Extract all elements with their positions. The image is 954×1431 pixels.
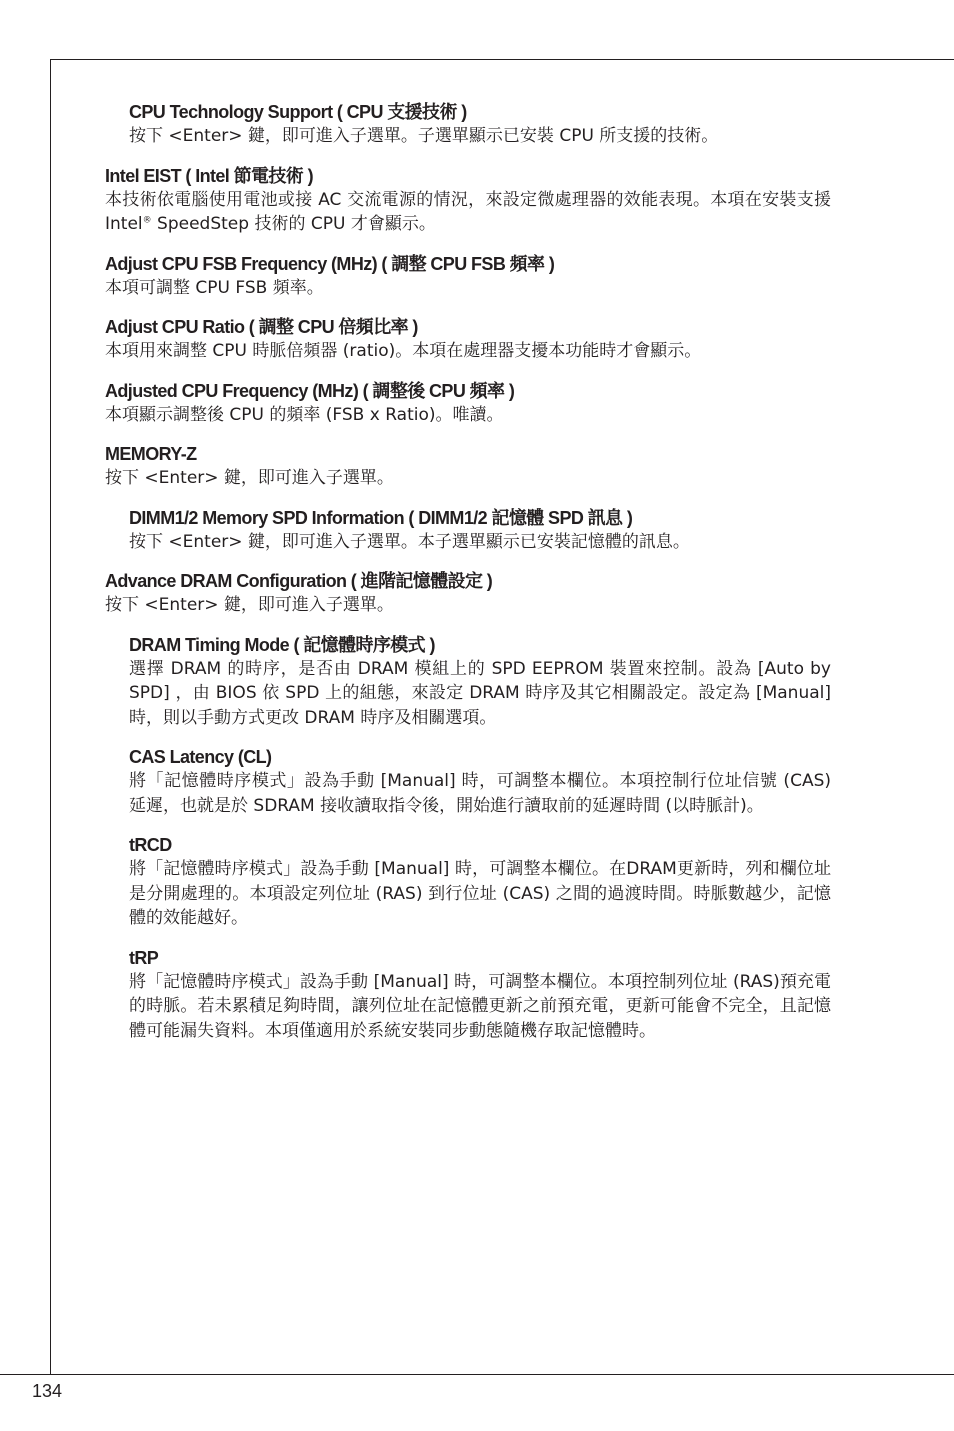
section-adjust-cpu-fsb-frequency [105, 252, 831, 301]
body-text: SpeedStep 技術的 CPU 才會顯示。 [151, 214, 436, 234]
registered-mark: ® [142, 215, 152, 226]
section-body: 將「記憶體時序模式」設為手動 [Manual] 時，可調整本欄位。本項控制列位址 (RAS)預充電的時脈。若未累積足夠時間，讓列位址在記憶體更新之前預充電，更新可能會不完全，且記憶體可能漏失資料。本項僅適用於系統安裝同步動態隨機存取記憶體時。 [129, 971, 831, 1041]
frame-top-rule [50, 59, 954, 60]
section-dram-timing-mode [105, 633, 831, 731]
section-body: 本項可調整 CPU FSB 頻率。 [105, 277, 324, 298]
section-heading: tRCD [129, 835, 172, 855]
section-advance-dram-configuration [105, 569, 831, 618]
section-heading: Adjust CPU FSB Frequency (MHz) ( 調整 CPU FSB 頻率 ) [105, 253, 555, 274]
section-heading: MEMORY-Z [105, 444, 197, 464]
section-trp [105, 946, 831, 1044]
manual-content [105, 100, 831, 1043]
section-heading: CAS Latency (CL) [129, 747, 272, 767]
section-body: 按下 <Enter> 鍵，即可進入子選單。本子選單顯示已安裝記憶體的訊息。 [129, 531, 690, 552]
section-body: 選擇 DRAM 的時序，是否由 DRAM 模組上的 SPD EEPROM 裝置來控制。設為 [Auto by SPD] ，由 BIOS 依 SPD 上的組態，來設定 DRAM 時序及其它相關設定。設定為 [Manual] 時，則以手動方式更改 DRAM 時序及相關選項。 [129, 658, 831, 728]
section-adjust-cpu-ratio [105, 315, 831, 364]
section-body [105, 188, 831, 237]
page-number: 134 [32, 1381, 63, 1401]
section-cpu-technology-support [105, 100, 831, 149]
section-body: 將「記憶體時序模式」設為手動 [Manual] 時，可調整本欄位。本項控制行位址信號 (CAS) 延遲，也就是於 SDRAM 接收讀取指令後，開始進行讀取前的延遲時間 (以時脈計)。 [129, 771, 831, 816]
section-heading: DIMM1/2 Memory SPD Information ( DIMM1/2 記憶體 SPD 訊息 ) [129, 507, 633, 528]
section-body: 按下 <Enter> 鍵，即可進入子選單。子選單顯示已安裝 CPU 所支援的技術。 [129, 126, 719, 146]
frame-left-rule [50, 59, 51, 1375]
section-memory-z [105, 442, 831, 491]
section-cas-latency [105, 745, 831, 818]
frame-bottom-rule [0, 1374, 954, 1375]
section-body: 本項顯示調整後 CPU 的頻率 (FSB x Ratio)。唯讀。 [105, 404, 504, 425]
section-heading: Adjusted CPU Frequency (MHz) ( 調整後 CPU 頻率 ) [105, 380, 515, 401]
section-heading: Intel EIST ( Intel 節電技術 ) [105, 165, 314, 186]
section-heading: Adjust CPU Ratio ( 調整 CPU 倍頻比率 ) [105, 317, 418, 337]
section-heading: Advance DRAM Configuration ( 進階記憶體設定 ) [105, 571, 493, 591]
section-body: 按下 <Enter> 鍵，即可進入子選單。 [105, 595, 394, 615]
section-trcd [105, 833, 831, 931]
section-adjusted-cpu-frequency [105, 379, 831, 428]
section-heading: CPU Technology Support ( CPU 支援技術 ) [129, 102, 467, 122]
section-intel-eist [105, 164, 831, 237]
body-text: 本技術依電腦使用電池或接 AC 交流電源的情況，來設定微處理器的效能表現。本項在安裝支援 Intel [105, 189, 831, 234]
section-dimm-spd-information [105, 506, 831, 555]
section-heading: tRP [129, 947, 159, 968]
section-body: 將「記憶體時序模式」設為手動 [Manual] 時，可調整本欄位。在DRAM更新時，列和欄位址是分開處理的。本項設定列位址 (RAS) 到行位址 (CAS) 之間的過渡時間。時脈數越少，記憶體的效能越好。 [129, 859, 831, 928]
section-heading: DRAM Timing Mode ( 記憶體時序模式 ) [129, 634, 435, 655]
section-body: 按下 <Enter> 鍵，即可進入子選單。 [105, 468, 394, 488]
section-body: 本項用來調整 CPU 時脈倍頻器 (ratio)。本項在處理器支擾本功能時才會顯示。 [105, 341, 702, 361]
